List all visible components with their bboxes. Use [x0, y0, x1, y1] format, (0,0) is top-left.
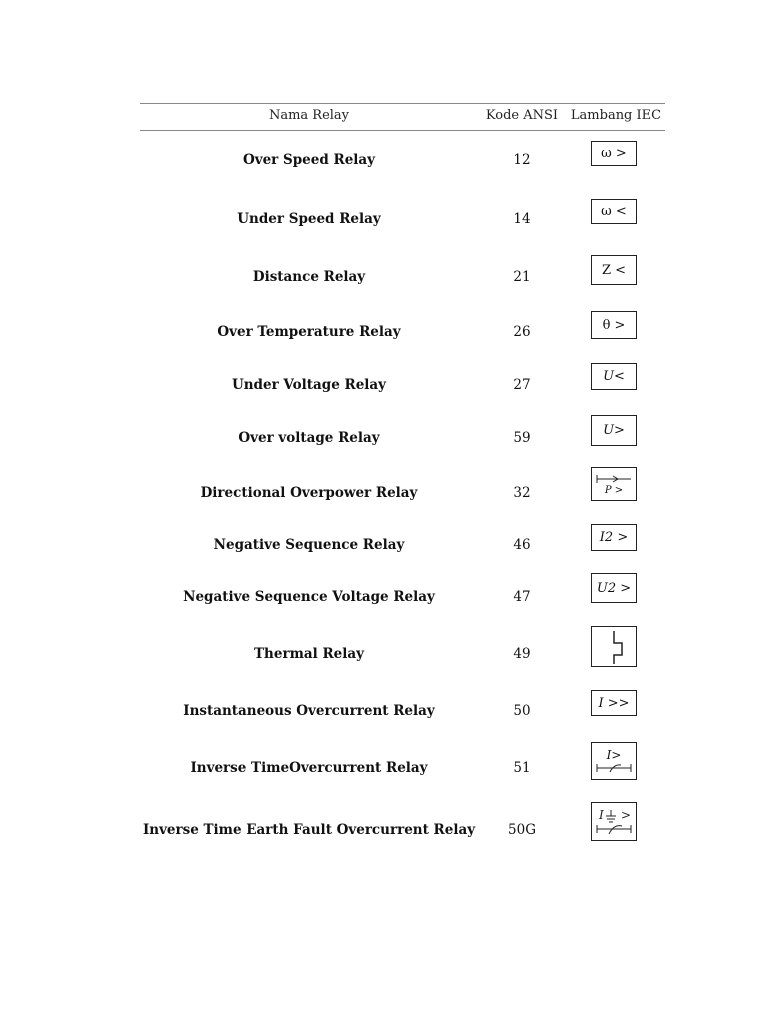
relay-name: Directional Overpower Relay [200, 485, 418, 501]
relay-name: Inverse TimeOvercurrent Relay [190, 760, 428, 776]
ansi-code: 21 [513, 269, 531, 285]
ansi-code: 14 [513, 211, 531, 227]
ansi-code: 32 [513, 485, 531, 501]
header-lambang-iec: Lambang IEC [570, 108, 662, 123]
header-kode-ansi: Kode ANSI [485, 108, 559, 123]
directional-power-symbol-icon [591, 467, 637, 501]
arrow-right-icon [594, 473, 634, 485]
omega-less-symbol-icon [591, 199, 637, 224]
symbol-text: U< [603, 369, 625, 384]
voltage-less-symbol-icon [591, 363, 637, 390]
ansi-code: 46 [513, 537, 531, 553]
negative-sequence-current-symbol-icon [591, 524, 637, 551]
symbol-text: U> [603, 423, 625, 438]
ansi-code: 27 [513, 377, 531, 393]
earth-fault-icon [593, 805, 635, 839]
svg-text:I: I [599, 807, 604, 822]
relay-name: Distance Relay [252, 269, 366, 285]
relay-name: Under Voltage Relay [231, 377, 387, 393]
table-top-rule [140, 103, 665, 104]
thermal-element-icon [594, 629, 634, 665]
negative-sequence-voltage-symbol-icon [591, 573, 637, 603]
ansi-code: 51 [513, 760, 531, 776]
ansi-code: 50 [513, 703, 531, 719]
relay-name: Thermal Relay [254, 646, 364, 662]
table-header-rule [140, 130, 665, 131]
relay-name: Under Speed Relay [237, 211, 381, 227]
omega-greater-symbol-icon [591, 141, 637, 166]
ansi-code: 50G [508, 822, 536, 838]
theta-greater-symbol-icon [591, 311, 637, 339]
relay-name: Over Speed Relay [242, 152, 376, 168]
ansi-code: 47 [513, 589, 531, 605]
ansi-code: 59 [513, 430, 531, 446]
earth-fault-overcurrent-symbol-icon [591, 802, 637, 841]
instantaneous-overcurrent-symbol-icon [591, 690, 637, 716]
symbol-text: I >> [598, 695, 630, 711]
header-nama-relay: Nama Relay [268, 108, 350, 123]
symbol-text: I2 > [599, 530, 629, 545]
inverse-time-overcurrent-symbol-icon [591, 742, 637, 780]
relay-name: Instantaneous Overcurrent Relay [183, 703, 435, 719]
voltage-greater-symbol-icon [591, 415, 637, 446]
symbol-text: Z < [601, 262, 627, 278]
inverse-time-curve-icon [594, 762, 634, 774]
symbol-text: ω > [601, 146, 627, 161]
thermal-element-symbol-icon [591, 626, 637, 667]
ansi-code: 26 [513, 324, 531, 340]
symbol-text: I> [606, 748, 622, 762]
relay-name: Over voltage Relay [238, 430, 380, 446]
relay-name: Negative Sequence Voltage Relay [183, 589, 435, 605]
symbol-text: ω < [601, 204, 627, 219]
symbol-text: P > [604, 484, 624, 496]
relay-name: Inverse Time Earth Fault Overcurrent Relay [142, 822, 476, 838]
ansi-code: 12 [513, 152, 531, 168]
impedance-less-symbol-icon [591, 255, 637, 285]
relay-name: Negative Sequence Relay [213, 537, 405, 553]
relay-name: Over Temperature Relay [217, 324, 401, 340]
svg-text:>: > [621, 807, 632, 822]
symbol-text: U2 > [596, 580, 632, 596]
symbol-text: θ > [602, 317, 626, 333]
ansi-code: 49 [513, 646, 531, 662]
